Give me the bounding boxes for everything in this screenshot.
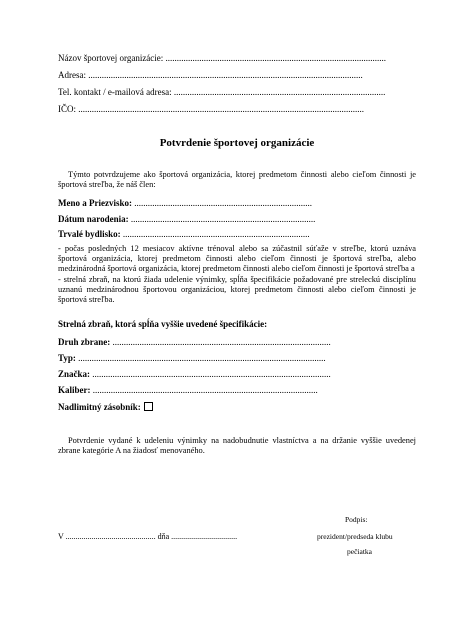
magazine-field — [58, 402, 153, 413]
weapon-brand-dots: .......................................................................................................... — [90, 369, 331, 379]
weapon-model-field — [58, 353, 326, 364]
weapon-brand-label: Značka: — [58, 369, 91, 379]
conditions-block — [58, 244, 416, 305]
weapon-caliber-field — [58, 385, 318, 396]
birth-dots: .................................................................................. — [128, 214, 316, 224]
name-field — [58, 198, 312, 209]
contact-field: Tel. kontakt / e-mailová adresa: .............................................................................................. — [58, 87, 386, 97]
name-label: Meno a Priezvisko: — [58, 198, 132, 208]
residence-dots: ................................................................................... — [120, 229, 310, 239]
magazine-checkbox[interactable] — [144, 402, 153, 411]
magazine-label: Nadlimitný zásobník: — [58, 402, 141, 412]
weapon-type-label: Druh zbrane: — [58, 337, 111, 347]
weapon-heading: Strelná zbraň, ktorá spĺňa vyššie uvedené špecifikácie: — [58, 319, 268, 329]
weapon-caliber-dots: .................................................................................................... — [90, 385, 318, 395]
place-date-field: V ............................................. dňa ................................. — [58, 532, 238, 541]
weapon-model-label: Typ: — [58, 353, 76, 363]
org-name-field: Názov športovej organizácie: .................................................................................................. — [58, 53, 387, 63]
residence-field — [58, 229, 310, 240]
birth-label: Dátum narodenia: — [58, 214, 129, 224]
weapon-model-dots: .............................................................................................................. — [75, 353, 326, 363]
condition-2: - strelná zbraň, na ktorú žiada udelenie výnimky, spĺňa špecifikácie požadované pre streleckú disciplínu uznanú medzinárodnou športovou organizáciou, ktorej predmetom činnosti alebo cieľom činnosti je športová streľba. — [58, 274, 416, 305]
closing-paragraph: Potvrdenie vydané k udeleniu výnimky na nadobudnutie vlastníctva a na držanie vyššie uvedenej zbrane kategórie A na žiadosť menovaného. — [58, 436, 416, 456]
residence-label: Trvalé bydlisko: — [58, 229, 121, 239]
address-field: Adresa: .......................................................................................................................... — [58, 70, 363, 80]
birth-field — [58, 214, 315, 225]
ico-field: IČO: ............................................................................................................................... — [58, 104, 364, 114]
weapon-type-dots: ................................................................................................. — [110, 337, 331, 347]
intro-paragraph: Týmto potvrdzujeme ako športová organizácia, ktorej predmetom činnosti alebo cieľom činnosti je športová streľba, že náš člen: — [58, 170, 416, 190]
stamp-label: pečiatka — [347, 547, 372, 556]
condition-1: - počas posledných 12 mesiacov aktívne trénoval alebo sa zúčastnil súťaže v streľbe, ktorú uznáva športová organizácia, ktorej predmetom činnosti alebo cieľom činnosti je športová streľba, alebo medzinárodná športová organizácia, ktorej predmetom činnosti alebo cieľom činnosti je športová streľba a — [58, 244, 416, 274]
signature-label: Podpis: — [345, 515, 368, 524]
president-label: prezident/predseda klubu — [317, 532, 393, 541]
weapon-type-field — [58, 337, 331, 348]
weapon-brand-field — [58, 369, 331, 380]
document-title: Potvrdenie športovej organizácie — [159, 137, 315, 149]
name-dots: ............................................................................... — [131, 198, 312, 208]
weapon-caliber-label: Kaliber: — [58, 385, 91, 395]
